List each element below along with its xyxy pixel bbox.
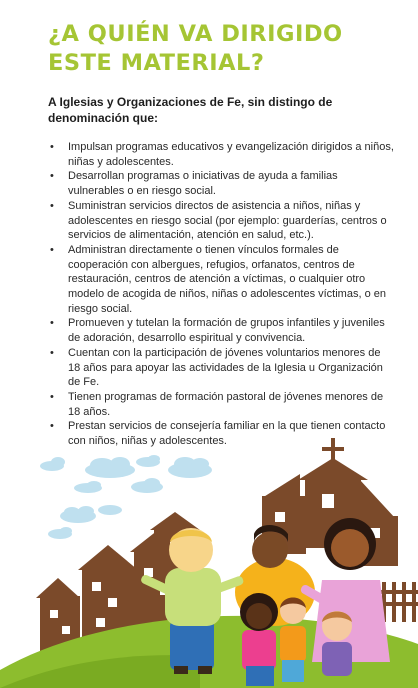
bullet-line: • Administran directamente o tienen vínculos formales de [68, 243, 339, 256]
bullet-line: con niños, niñas y adolescentes. [68, 435, 227, 448]
cloud [98, 505, 122, 515]
bullet-line: • Tienen programas de formación pastoral de jóvenes menores de [68, 390, 384, 403]
bullet-line: • Cuentan con la participación de jóvenes voluntarios menores de [68, 346, 381, 359]
intro-line-1: A Iglesias y Organizaciones de Fe, sin distingo de [48, 95, 333, 109]
person-boy-purple [322, 611, 352, 676]
bullet-line: • Suministran servicios directos de asistencia a niños, niñas y [68, 199, 361, 212]
page-title-line-1: ¿A QUIÉN VA DIRIGIDO [48, 21, 343, 47]
community-illustration [0, 430, 418, 688]
bullet-line: riesgo social. [68, 302, 133, 315]
cloud [60, 506, 96, 523]
bullet-line: restauración, centros de atención a víctimas, o cualquier otro [68, 273, 366, 286]
cloud [48, 527, 72, 539]
bullet-item [48, 199, 398, 243]
intro-paragraph [48, 95, 393, 126]
bullet-line: modelo de acogida de niños, niñas o adolescentes víctimas, o en [68, 288, 386, 301]
bullet-line: vulnerables o en riesgo social. [68, 185, 216, 198]
bullet-item [48, 243, 398, 317]
bullet-line: 18 años para apoyar las actividades de la Iglesia u Organización [68, 361, 383, 374]
bullet-line: • Promueven y tutelan la formación de grupos infantiles y juveniles [68, 317, 385, 330]
bullet-line: adolescentes en riesgo social (por ejemplo: guarderías, centros o [68, 214, 387, 227]
bullet-line: cooperación con albergues, refugios, orfanatos, centros de [68, 258, 355, 271]
bullet-item [48, 390, 398, 419]
bullet-list [48, 140, 398, 449]
cloud [74, 481, 102, 493]
bullet-item [48, 346, 398, 390]
bullet-line: 18 años. [68, 405, 111, 418]
intro-line-2: denominación que: [48, 110, 159, 125]
cloud [136, 455, 160, 467]
person-boy-orange [280, 598, 306, 683]
bullet-line: • Impulsan programas educativos y evangelización dirigidos a niños, [68, 141, 394, 153]
bullet-line: de Fe. [68, 376, 100, 389]
bullet-line: servicios de alimentación, atención en salud, etc.). [68, 229, 314, 242]
bullet-line: • Prestan servicios de consejería familiar en la que tienen contacto [68, 420, 386, 433]
bullet-item [48, 140, 398, 169]
cloud [85, 457, 135, 478]
cloud [131, 478, 163, 493]
bullet-line: de adoración, desarrollo espiritual y convivencia. [68, 332, 306, 345]
cloud [40, 457, 65, 471]
bullet-item [48, 316, 398, 345]
page-title [48, 20, 388, 78]
bullet-item [48, 169, 398, 198]
bullet-line: niñas y adolescentes. [68, 155, 174, 168]
cloud [168, 457, 212, 478]
bullet-line: • Desarrollan programas o iniciativas de ayuda a familias [68, 170, 338, 183]
page-title-line-2: ESTE MATERIAL? [48, 50, 265, 76]
